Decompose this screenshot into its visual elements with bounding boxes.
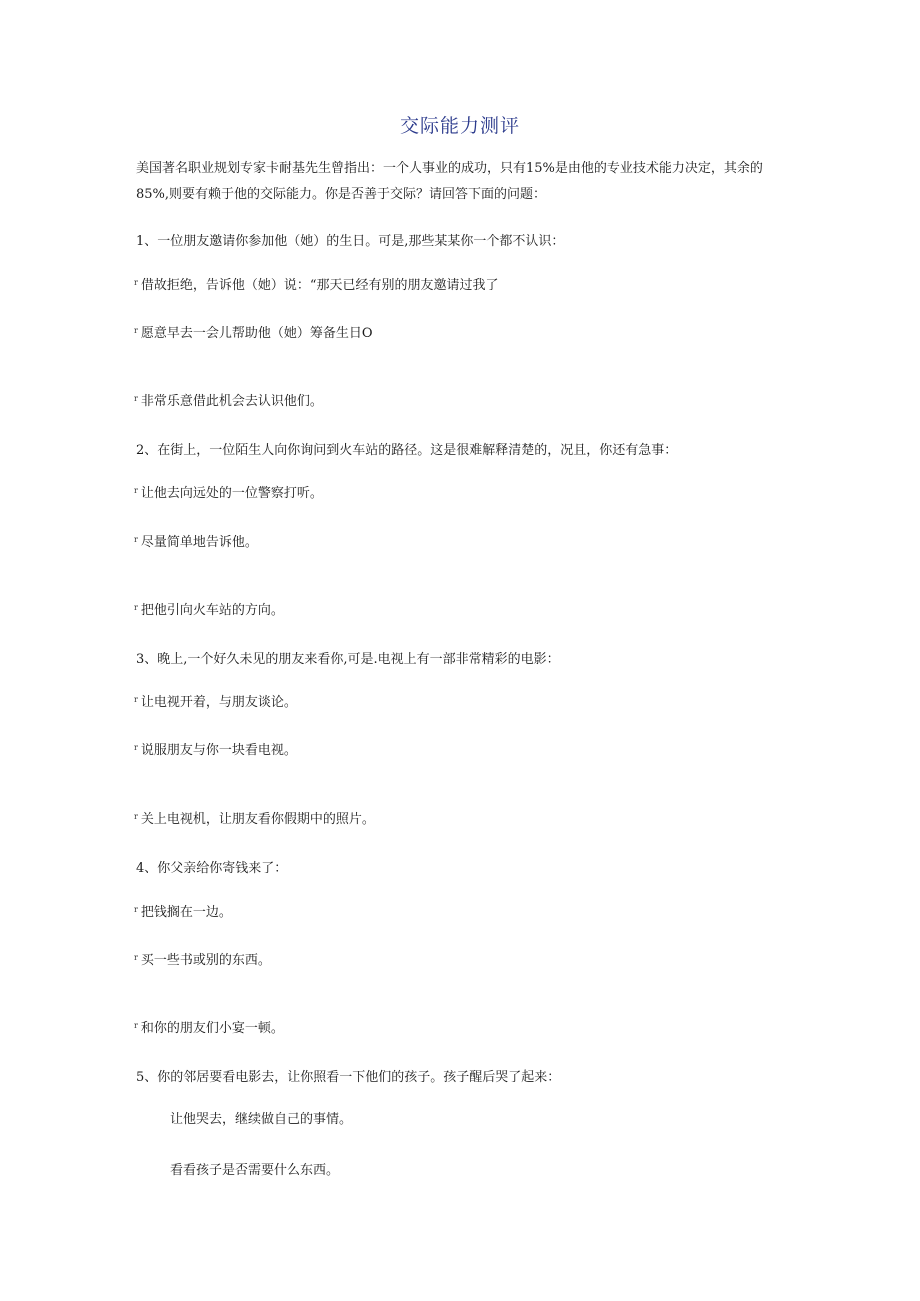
question-1: 1、一位朋友邀请你参加他（她）的生日。可是,那些某某你一个都不认识： xyxy=(136,234,565,249)
option-text: 愿意早去一会儿帮助他（她）筹备生日O xyxy=(140,326,373,341)
option-marker: r xyxy=(134,486,138,495)
option-marker: r xyxy=(134,394,138,403)
question-1-option-3 xyxy=(134,389,323,412)
question-2-option-3 xyxy=(134,598,284,621)
option-text: 借故拒绝，告诉他（她）说：“那天已经有别的朋友邀请过我了 xyxy=(140,278,499,293)
page-title: 交际能力测评 xyxy=(399,115,520,137)
option-marker: r xyxy=(134,1021,138,1030)
question-3: 3、晚上,一个好久未见的朋友来看你,可是.电视上有一部非常精彩的电影： xyxy=(136,652,560,667)
question-4-option-2 xyxy=(134,948,271,971)
question-3-option-2 xyxy=(134,738,297,761)
option-marker: r xyxy=(134,535,138,544)
option-marker: r xyxy=(134,603,138,612)
option-marker: r xyxy=(134,278,138,287)
option-marker: r xyxy=(134,905,138,914)
option-marker: r xyxy=(134,812,138,821)
question-5: 5、你的邻居要看电影去，让你照看一下他们的孩子。孩子醒后哭了起来： xyxy=(136,1070,561,1085)
option-text: 尽量简单地告诉他。 xyxy=(140,535,258,550)
option-text: 买一些书或别的东西。 xyxy=(140,953,271,968)
option-text: 关上电视机，让朋友看你假期中的照片。 xyxy=(140,812,375,827)
option-text: 非常乐意借此机会去认识他们。 xyxy=(140,394,323,409)
question-3-option-3 xyxy=(134,807,375,830)
question-4: 4、你父亲给你寄钱来了： xyxy=(136,861,288,876)
option-marker: r xyxy=(134,326,138,335)
question-1-option-1 xyxy=(134,273,498,296)
option-text: 把他引向火车站的方向。 xyxy=(140,603,284,618)
option-marker: r xyxy=(134,695,138,704)
option-text: 把钱搁在一边。 xyxy=(140,905,232,920)
question-2: 2、在街上，一位陌生人向你询问到火车站的路径。这是很难解释清楚的，况且，你还有急事： xyxy=(136,443,678,458)
option-text: 和你的朋友们小宴一顿。 xyxy=(140,1021,284,1036)
question-2-option-2 xyxy=(134,530,258,553)
option-text: 让电视开着，与朋友谈论。 xyxy=(140,695,297,710)
question-4-option-3 xyxy=(134,1016,284,1039)
intro-paragraph: 美国著名职业规划专家卡耐基先生曾指出：一个人事业的成功，只有15%是由他的专业技术能力决定，其余的85%,则要有赖于他的交际能力。你是否善于交际？请回答下面的问题： xyxy=(136,161,763,202)
question-5-option-1: 让他哭去，继续做自己的事情。 xyxy=(170,1112,353,1127)
question-5-option-2: 看看孩子是否需要什么东西。 xyxy=(170,1163,340,1178)
option-text: 说服朋友与你一块看电视。 xyxy=(140,743,297,758)
option-marker: r xyxy=(134,743,138,752)
question-3-option-1 xyxy=(134,690,297,713)
question-4-option-1 xyxy=(134,900,232,923)
option-text: 让他去向远处的一位警察打听。 xyxy=(140,486,323,501)
option-marker: r xyxy=(134,953,138,962)
question-2-option-1 xyxy=(134,481,323,504)
question-1-option-2 xyxy=(134,321,373,344)
